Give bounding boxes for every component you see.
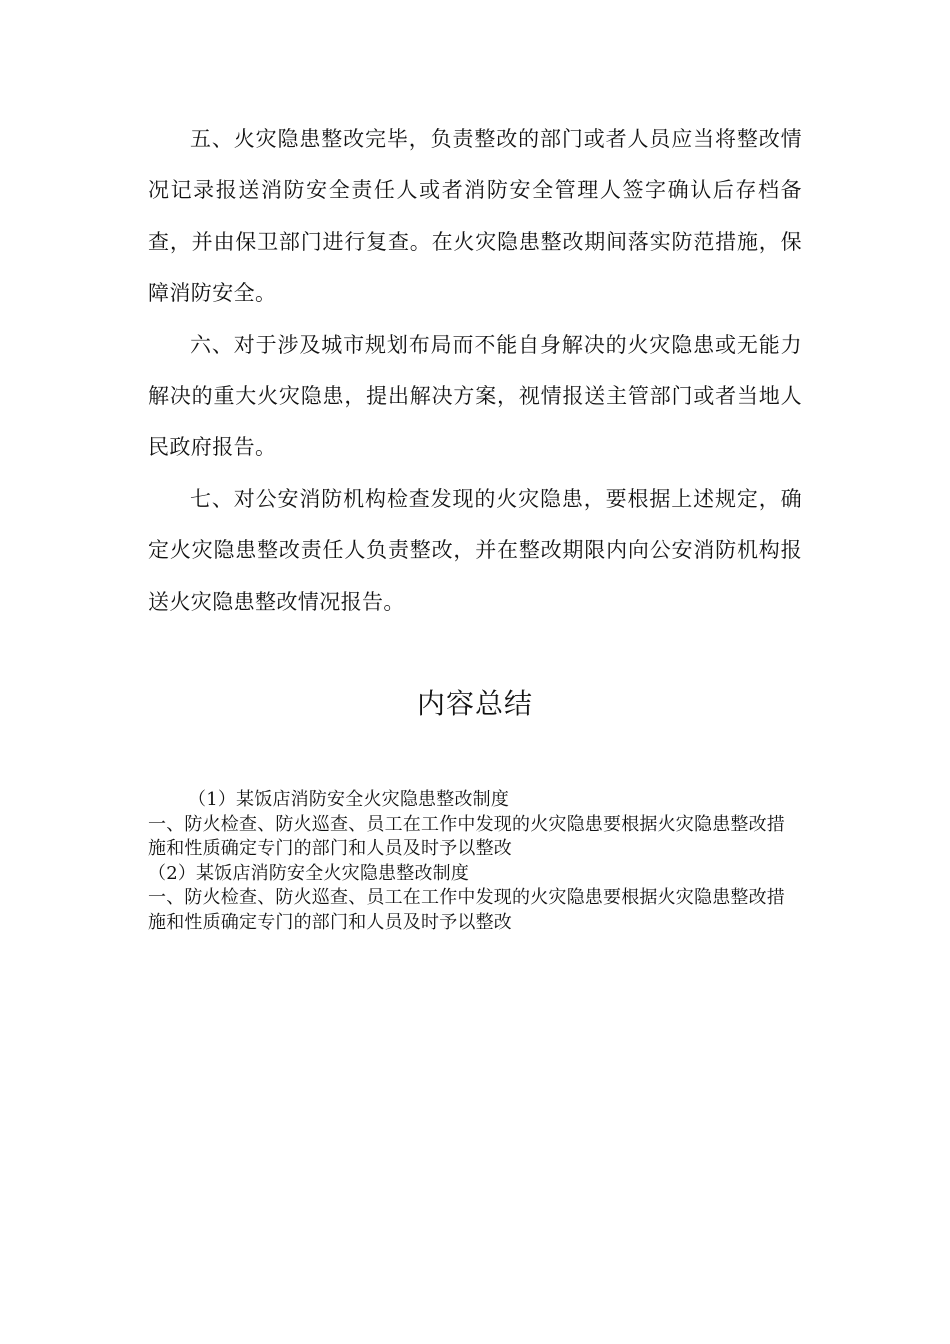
summary-item-text: 一、防火检查、防火巡查、员工在工作中发现的火灾隐患要根据火灾隐患整改措施和性质确定专门的部门和人员及时予以整改 — [148, 887, 785, 933]
summary-section — [148, 788, 802, 935]
summary-item-text: 一、防火检查、防火巡查、员工在工作中发现的火灾隐患要根据火灾隐患整改措施和性质确定专门的部门和人员及时予以整改 — [148, 813, 785, 859]
summary-title: 内容总结 — [416, 687, 533, 720]
summary-item-heading: （1）某饭店消防安全火灾隐患整改制度 — [188, 789, 510, 810]
summary-item-heading: （2）某饭店消防安全火灾隐患整改制度 — [148, 862, 470, 884]
paragraph-five: 五、火灾隐患整改完毕，负责整改的部门或者人员应当将整改情况记录报送消防安全责任人或者消防安全管理人签字确认后存档备查，并由保卫部门进行复查。在火灾隐患整改期间落实防范措施，保障消防安全。 — [148, 127, 802, 306]
body-text — [148, 114, 802, 628]
paragraph-six: 六、对于涉及城市规划布局而不能自身解决的火灾隐患或无能力解决的重大火灾隐患，提出解决方案，视情报送主管部门或者当地人民政府报告。 — [148, 332, 802, 460]
paragraph-seven: 七、对公安消防机构检查发现的火灾隐患，要根据上述规定，确定火灾隐患整改责任人负责整改，并在整改期限内向公安消防机构报送火灾隐患整改情况报告。 — [148, 486, 802, 614]
